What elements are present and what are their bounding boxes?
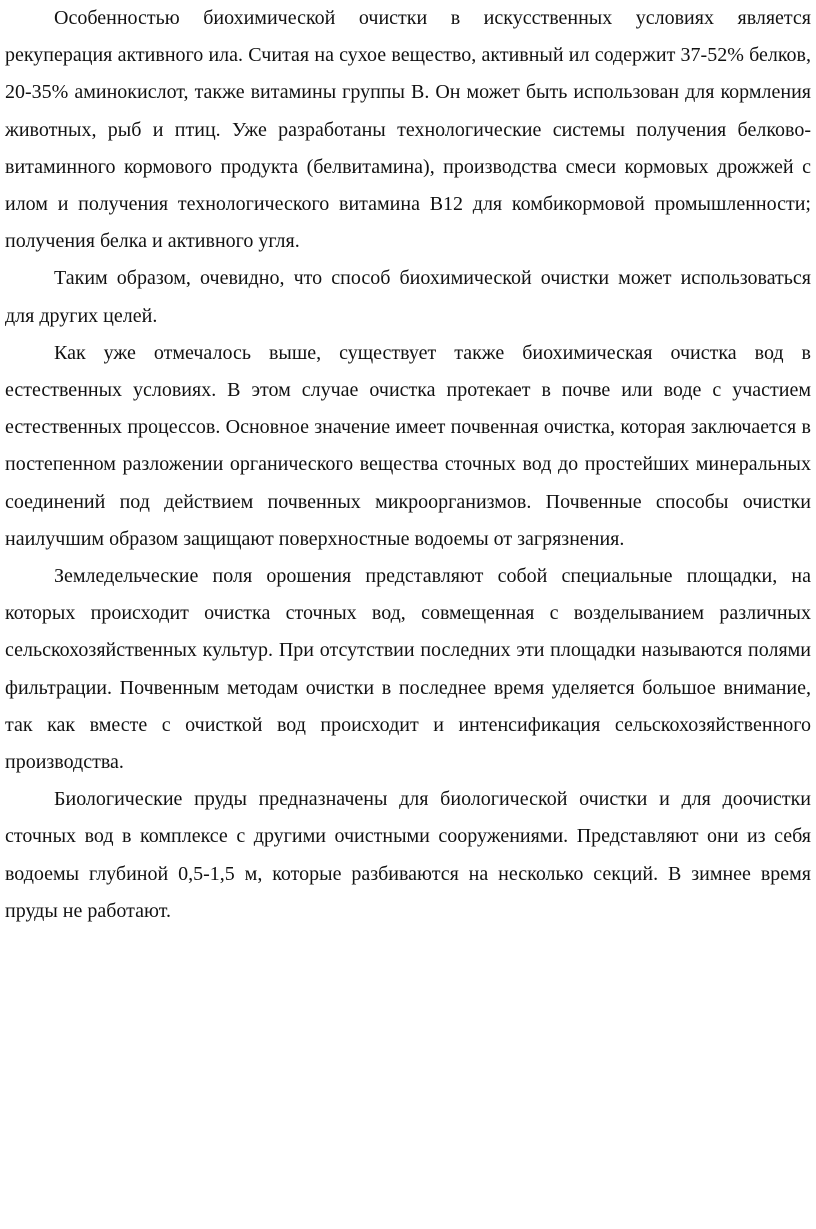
document-body	[5, 0, 811, 930]
paragraph-irrigation-fields: Земледельческие поля орошения представляют собой специальные площадки, на которых происходит очистка сточных вод, совмещенная с возделыванием различных сельскохозяйственных культур. При отсутствии последних эти площадки называются полями фильтрации. Почвенным методам очистки в последнее время уделяется большое внимание, так как вместе с очисткой вод происходит и интенсификация сельскохозяйственного производства.	[5, 565, 811, 774]
paragraph-natural-conditions: Как уже отмечалось выше, существует также биохимическая очистка вод в естественных условиях. В этом случае очистка протекает в почве или воде с участием естественных процессов. Основное значение имеет почвенная очистка, которая заключается в постепенном разложении органического вещества сточных вод до простейших минеральных соединений под действием почвенных микроорганизмов. Почвенные способы очистки наилучшим образом защищают поверхностные водоемы от загрязнения.	[5, 341, 811, 550]
paragraph-biological-ponds: Биологические пруды предназначены для биологической очистки и для доочистки сточных вод в комплексе с другими очистными сооружениями. Представляют они из себя водоемы глубиной 0,5-1,5 м, которые разбиваются на несколько секций. В зимнее время пруды не работают.	[5, 788, 811, 922]
paragraph-other-purposes: Таким образом, очевидно, что способ биохимической очистки может использоваться для других целей.	[5, 267, 811, 327]
paragraph-activated-sludge-recuperation: Особенностью биохимической очистки в искусственных условиях является рекуперация активного ила. Считая на сухое вещество, активный ил содержит 37-52% белков, 20-35% аминокислот, также витамины группы В. Он может быть использован для кормления животных, рыб и птиц. Уже разработаны технологические системы получения белково-витаминного кормового продукта (белвитамина), производства смеси кормовых дрожжей с илом и получения технологического витамина В12 для комбикормовой промышленности; получения белка и активного угля.	[5, 7, 811, 253]
